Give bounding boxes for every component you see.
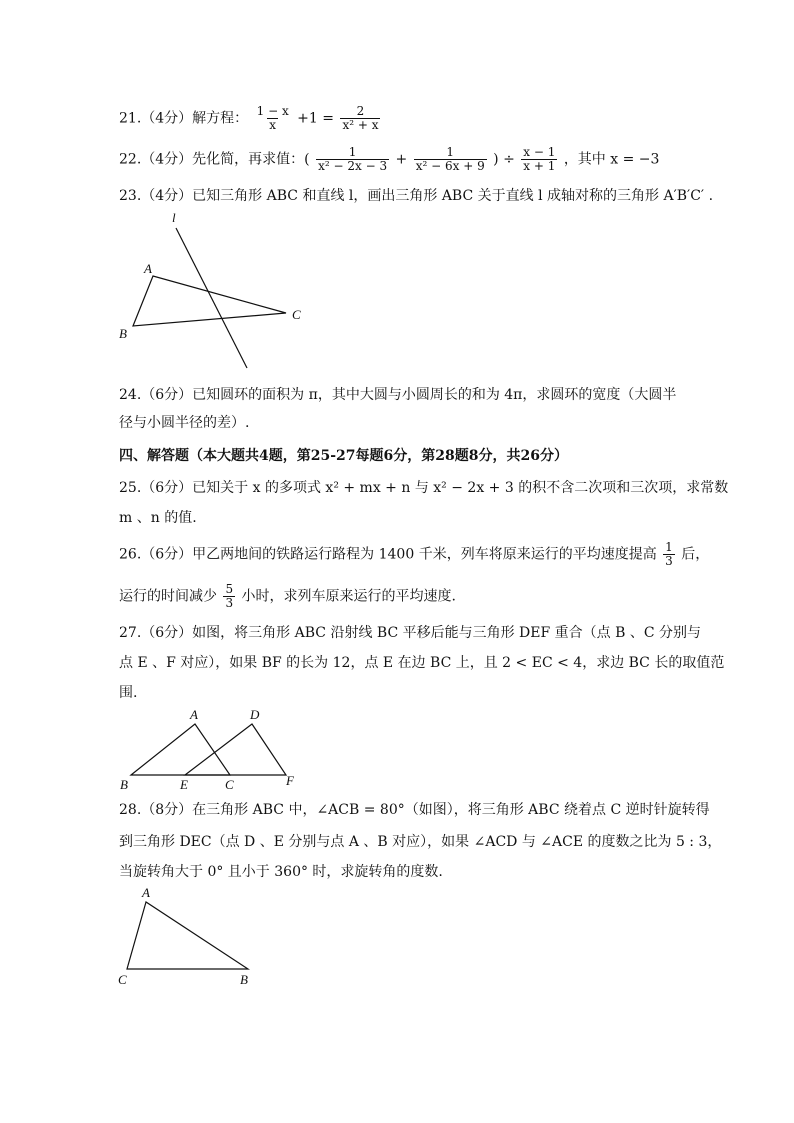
question-22 [119,146,659,173]
q22-fraction-2: $\frac{1}{\text{x² − 6x + 9}}$ [415,145,485,173]
q21-lead: 21.（4分）解方程： [119,110,249,127]
question-27-line-1: 27.（6分）如图，将三角形 ABC 沿射线 BC 平移后能与三角形 DEF 重合（点 B 、C 分别与 [119,625,702,641]
section-4-title: 四、解答题（本大题共4题，第25-27每题6分，第28题8分，共26分） [119,448,568,464]
label-a: A [142,885,150,900]
question-28-line-3: 当旋转角大于 0° 且小于 360° 时，求旋转角的度数. [119,864,443,880]
q26-text-d: 小时，求列车原来运行的平均速度. [241,588,456,605]
label-b: B [120,777,128,792]
q22-fraction-1: $\frac{1}{\text{x² − 2x − 3}}$ [318,145,388,173]
label-b: B [119,326,127,341]
label-d: D [250,707,260,722]
question-27-line-3: 围. [119,685,138,701]
q26-fraction-1: $\frac{1}{3}$ [665,540,673,568]
q26-text-b: 后， [681,546,710,563]
line-l [176,228,247,368]
question-25-line-1: 25.（6分）已知关于 x 的多项式 x² + mx + n 与 x² − 2x + 3 的积不含二次项和三次项，求常数 [119,480,729,496]
figure-28 [110,885,270,995]
label-a: A [144,261,152,276]
label-l: l [172,210,176,225]
label-f: F [286,773,294,788]
q21-fraction-2: $\frac{2}{\text{x² + x}}$ [342,104,379,132]
q26-fraction-2: $\frac{5}{3}$ [225,582,234,610]
q22-tail: ，其中 x = −3 [563,151,660,168]
triangle-abc [131,724,230,775]
q22-lead: 22.（4分）先化简，再求值：( [119,151,310,168]
q21-fraction-1: $\frac{1 - x}{x}$ [256,104,289,132]
label-c: C [118,972,127,987]
figure-23 [110,205,330,380]
q26-text-c: 运行的时间减少 [119,588,217,605]
q22-plus: + [395,151,408,168]
question-24-line-1: 24.（6分）已知圆环的面积为 π，其中大圆与小圆周长的和为 4π，求圆环的宽度（大圆半 [119,387,677,403]
label-c: C [292,307,301,322]
question-21 [119,105,382,132]
question-26-line-1 [119,541,709,568]
question-24-line-2: 径与小圆半径的差）. [119,415,250,431]
q22-fraction-3: $\frac{x - 1}{x + 1}$ [523,145,556,173]
label-a: A [190,707,198,722]
triangle-abc [127,902,248,969]
question-28-line-2: 到三角形 DEC（点 D 、E 分别与点 A 、B 对应），如果 ∠ACD 与 ∠ACE 的度数之比为 5 : 3， [119,834,722,850]
label-b: B [240,972,248,987]
q26-text-a: 26.（6分）甲乙两地间的铁路运行路程为 1400 千米，列车将原来运行的平均速度提高 [119,546,657,563]
question-25-line-2: m 、n 的值. [119,510,197,526]
label-e: E [180,777,188,792]
q21-mid: +1 = [297,110,334,127]
question-27-line-2: 点 E 、F 对应），如果 BF 的长为 12，点 E 在边 BC 上，且 2 < EC < 4，求边 BC 长的取值范 [119,655,725,671]
question-26-line-2 [119,583,456,610]
question-28-line-1: 28.（8分）在三角形 ABC 中，∠ACB = 80°（如图），将三角形 ABC 绕着点 C 逆时针旋转得 [119,802,710,818]
q22-divide: ) ÷ [493,151,515,168]
label-c: C [225,777,234,792]
triangle-abc [133,276,286,326]
figure-27 [110,705,310,795]
question-23: 23.（4分）已知三角形 ABC 和直线 l，画出三角形 ABC 关于直线 l 成轴对称的三角形 A′B′C′ . [119,188,714,204]
